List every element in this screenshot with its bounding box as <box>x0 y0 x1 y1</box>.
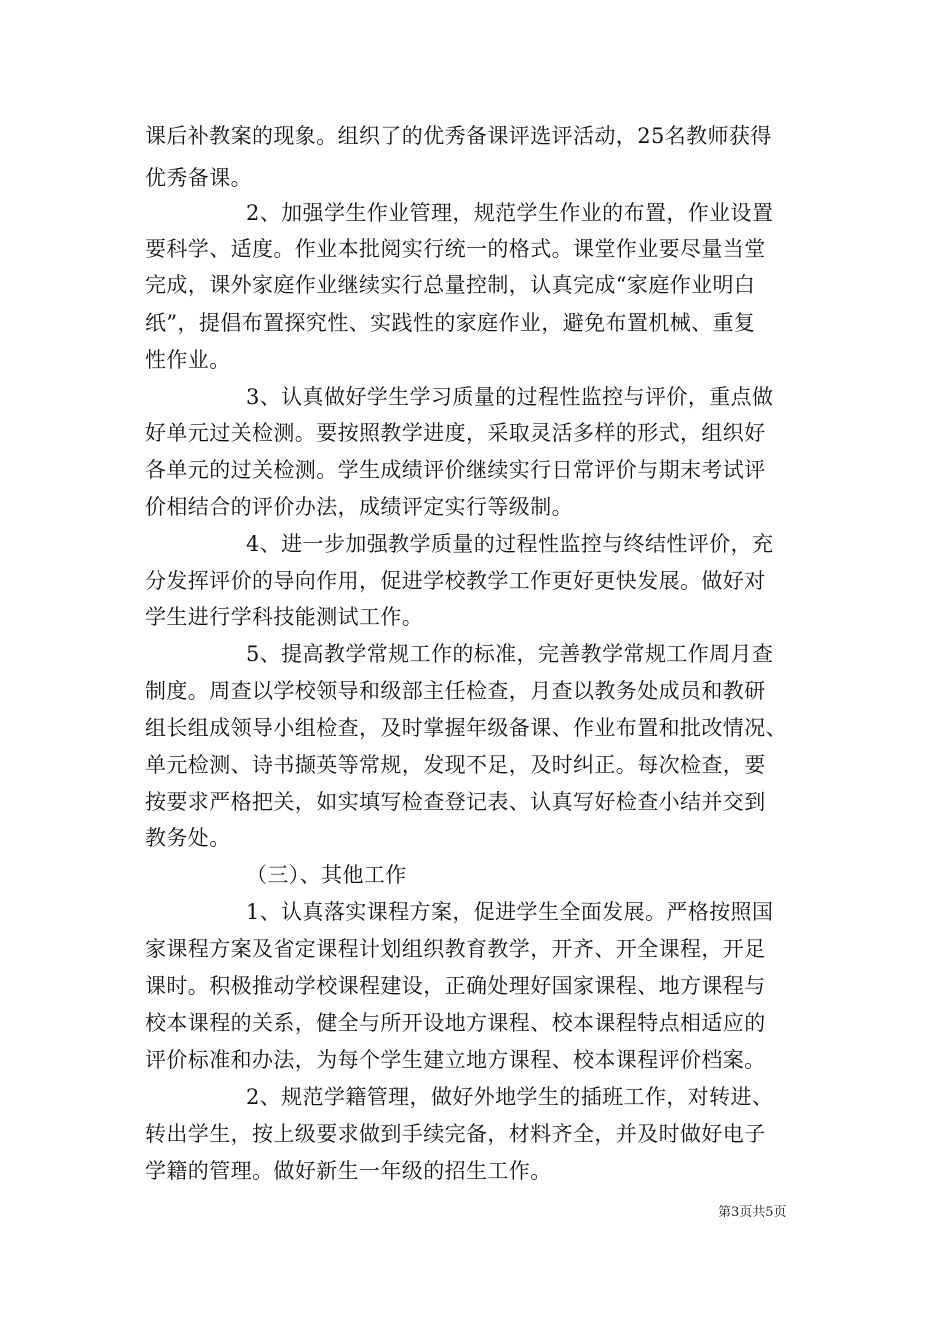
paragraph-line: 好单元过关检测。要按照教学进度，采取灵活多样的形式，组织好 <box>145 421 766 445</box>
paragraph-line: 3、认真做好学生学习质量的过程性监控与评价，重点做 <box>246 385 774 409</box>
paragraph-line: 优秀备课。 <box>145 166 252 190</box>
paragraph-line: 课后补教案的现象。组织了的优秀备课评选评活动，25名教师获得 <box>145 124 772 148</box>
paragraph-line: 组长组成领导小组检查，及时掌握年级备课、作业布置和批改情况、 <box>145 716 787 740</box>
paragraph-line: 各单元的过关检测。学生成绩评价继续实行日常评价与期末考试评 <box>145 458 766 482</box>
paragraph-line: 评价标准和办法，为每个学生建立地方课程、校本课程评价档案。 <box>145 1048 766 1072</box>
paragraph-line: 纸”，提倡布置探究性、实践性的家庭作业，避免布置机械、重复 <box>145 311 756 335</box>
paragraph-line: 完成，课外家庭作业继续实行总量控制，认真完成“家庭作业明白 <box>145 273 756 297</box>
paragraph-line: 学籍的管理。做好新生一年级的招生工作。 <box>145 1159 552 1183</box>
paragraph-line: 教务处。 <box>145 826 231 850</box>
section-heading: （三）、其他工作 <box>246 863 407 887</box>
paragraph-line: 校本课程的关系，健全与所开设地方课程、校本课程特点相适应的 <box>145 1011 766 1035</box>
paragraph-line: 制度。周查以学校领导和级部主任检查，月查以教务处成员和教研 <box>145 679 766 703</box>
paragraph-line: 2、规范学籍管理，做好外地学生的插班工作，对转进、 <box>246 1085 774 1109</box>
paragraph-line: 转出学生，按上级要求做到手续完备，材料齐全，并及时做好电子 <box>145 1122 766 1146</box>
paragraph-line: 1、认真落实课程方案，促进学生全面发展。严格按照国 <box>246 900 774 924</box>
paragraph-line: 5、提高教学常规工作的标准，完善教学常规工作周月查 <box>246 642 774 666</box>
page-number-footer: 第3页共5页 <box>718 1205 787 1220</box>
paragraph-line: 单元检测、诗书撷英等常规，发现不足，及时纠正。每次检查，要 <box>145 753 766 777</box>
paragraph-line: 要科学、适度。作业本批阅实行统一的格式。课堂作业要尽量当堂 <box>145 237 766 261</box>
paragraph-line: 4、进一步加强教学质量的过程性监控与终结性评价，充 <box>246 532 774 556</box>
paragraph-line: 性作业。 <box>145 348 231 372</box>
paragraph-line: 学生进行学科技能测试工作。 <box>145 605 424 629</box>
paragraph-line: 2、加强学生作业管理，规范学生作业的布置，作业设置 <box>246 201 774 225</box>
paragraph-line: 按要求严格把关，如实填写检查登记表、认真写好检查小结并交到 <box>145 790 766 814</box>
paragraph-line: 课时。积极推动学校课程建设，正确处理好国家课程、地方课程与 <box>145 974 766 998</box>
paragraph-line: 价相结合的评价办法，成绩评定实行等级制。 <box>145 495 573 519</box>
paragraph-line: 分发挥评价的导向作用，促进学校教学工作更好更快发展。做好对 <box>145 569 766 593</box>
paragraph-line: 家课程方案及省定课程计划组织教育教学，开齐、开全课程，开足 <box>145 937 766 961</box>
